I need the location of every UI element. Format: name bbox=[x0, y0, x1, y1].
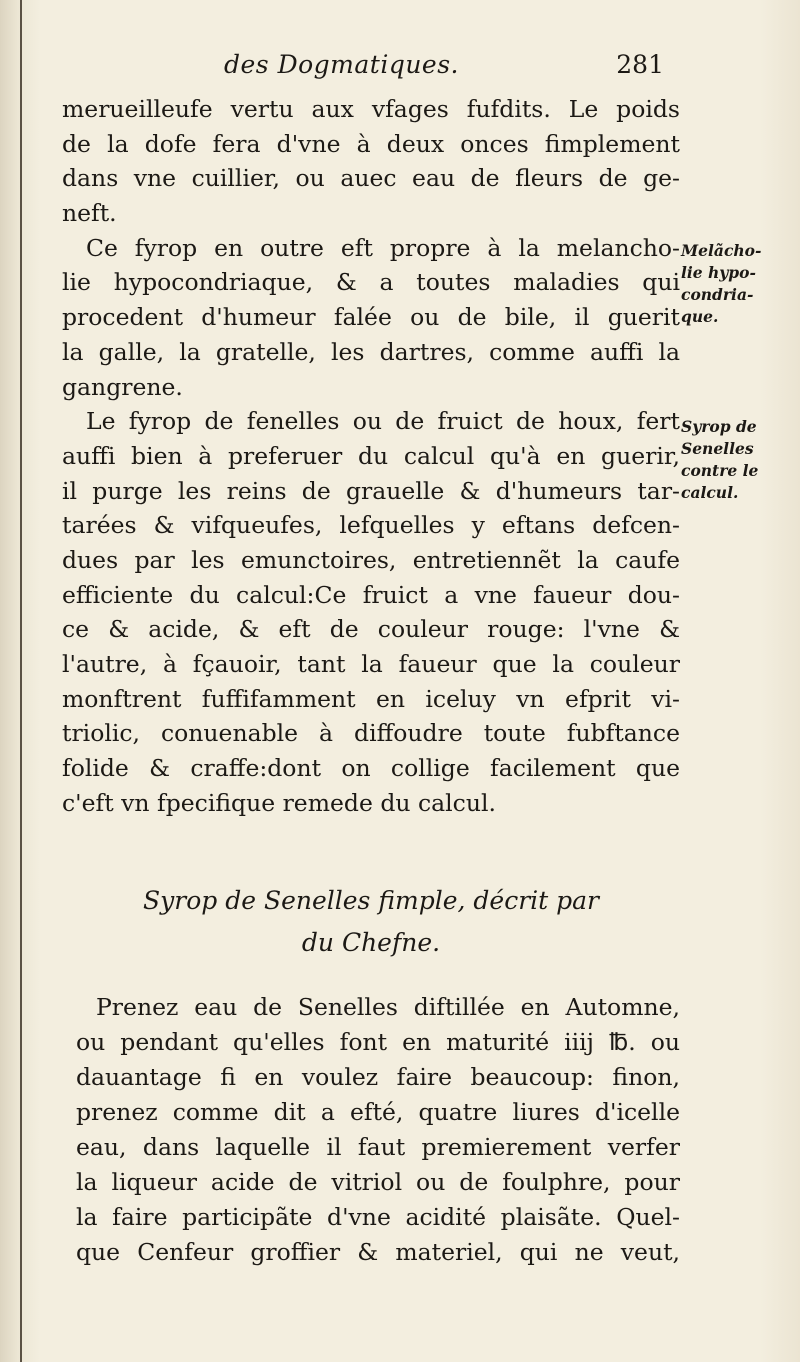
margin-note-line: lie hypo- bbox=[681, 263, 756, 282]
margin-note-line: Syrop de bbox=[681, 417, 757, 436]
paragraph-melancholie bbox=[62, 231, 680, 404]
margin-note-line: contre le bbox=[681, 461, 759, 480]
text-line: la galle, la gratelle, les dartres, comme auffi la bbox=[62, 337, 680, 366]
text-line: que Cenfeur groffier & materiel, qui ne veut, bbox=[76, 1238, 680, 1266]
paragraph-dose bbox=[62, 92, 680, 231]
section-title-line-2: du Chefne. bbox=[301, 928, 441, 957]
text-line: la liqueur acide de vitriol ou de foulphre, pour bbox=[76, 1168, 680, 1196]
text-line: ou pendant qu'elles font en maturité iiij ℔. ou bbox=[76, 1028, 680, 1056]
text-line: auffi bien à preferuer du calcul qu'à en guerir, bbox=[62, 441, 680, 470]
page-number: 281 bbox=[616, 50, 664, 79]
paragraph-calcul bbox=[62, 404, 680, 820]
margin-note-syrop bbox=[681, 416, 793, 504]
text-line: monftrent fuffifamment en iceluy vn efprit vi- bbox=[62, 684, 680, 713]
recipe-paragraph bbox=[76, 990, 680, 1270]
text-line: il purge les reins de grauelle & d'humeurs tar- bbox=[62, 476, 680, 505]
text-line: lie hypocondriaque, & a toutes maladies qui bbox=[62, 268, 680, 297]
running-head: des Dogmatiques. bbox=[224, 50, 460, 79]
text-line: eau, dans laquelle il faut premierement verfer bbox=[76, 1133, 680, 1161]
text-line: la faire participãte d'vne acidité plaisãte. Quel- bbox=[76, 1203, 680, 1231]
text-line: de la dofe fera d'vne à deux onces fimplement bbox=[62, 129, 680, 158]
text-line: tarées & vifqueufes, lefquelles y eftans defcen- bbox=[62, 511, 680, 540]
text-line: procedent d'humeur falée ou de bile, il guerit bbox=[62, 303, 680, 332]
page-spine-edge bbox=[20, 0, 22, 1362]
margin-note-line: Melãcho- bbox=[681, 241, 762, 260]
text-line: triolic, conuenable à diffoudre toute fubftance bbox=[62, 719, 680, 748]
text-line: dans vne cuillier, ou auec eau de fleurs de ge- bbox=[62, 164, 680, 193]
section-title-line-1: Syrop de Senelles fimple, décrit par bbox=[143, 886, 599, 915]
text-line: folide & craffe:dont on collige facilement que bbox=[62, 754, 680, 783]
text-line: c'eft vn fpecifique remede du calcul. bbox=[62, 788, 496, 817]
margin-note-line: que. bbox=[681, 307, 719, 326]
text-line: ce & acide, & eft de couleur rouge: l'vne & bbox=[62, 615, 680, 644]
text-line: efficiente du calcul:Ce fruict a vne fauеur dou- bbox=[62, 580, 680, 609]
text-line: Ce fyrop en outre eft propre à la melancho- bbox=[86, 233, 680, 262]
text-line: l'autre, à fçauoir, tant la faueur que la couleur bbox=[62, 650, 680, 678]
text-line: Prenez eau de Senelles diftillée en Automne, bbox=[96, 993, 680, 1021]
text-line: dauantage fi en voulez faire beaucoup: finon, bbox=[76, 1063, 680, 1091]
margin-note-line: Senelles bbox=[681, 439, 754, 458]
margin-note-melancholie bbox=[681, 240, 793, 328]
section-title bbox=[62, 880, 680, 964]
body-text bbox=[62, 92, 680, 820]
text-line: neft. bbox=[62, 199, 117, 228]
text-line: merueilleufe vertu aux vfages fufdits. Le poids bbox=[62, 95, 680, 123]
margin-note-line: condria- bbox=[681, 285, 754, 304]
text-line: Le fyrop de fenelles ou de fruict de houx, fert bbox=[86, 407, 680, 436]
text-line: dues par les emunctoires, entretiennẽt la caufe bbox=[62, 545, 680, 574]
text-line: gangrene. bbox=[62, 372, 183, 401]
text-line: prenez comme dit a efté, quatre liures d'icelle bbox=[76, 1098, 680, 1126]
margin-note-line: calcul. bbox=[681, 483, 739, 502]
page-header bbox=[224, 50, 664, 90]
